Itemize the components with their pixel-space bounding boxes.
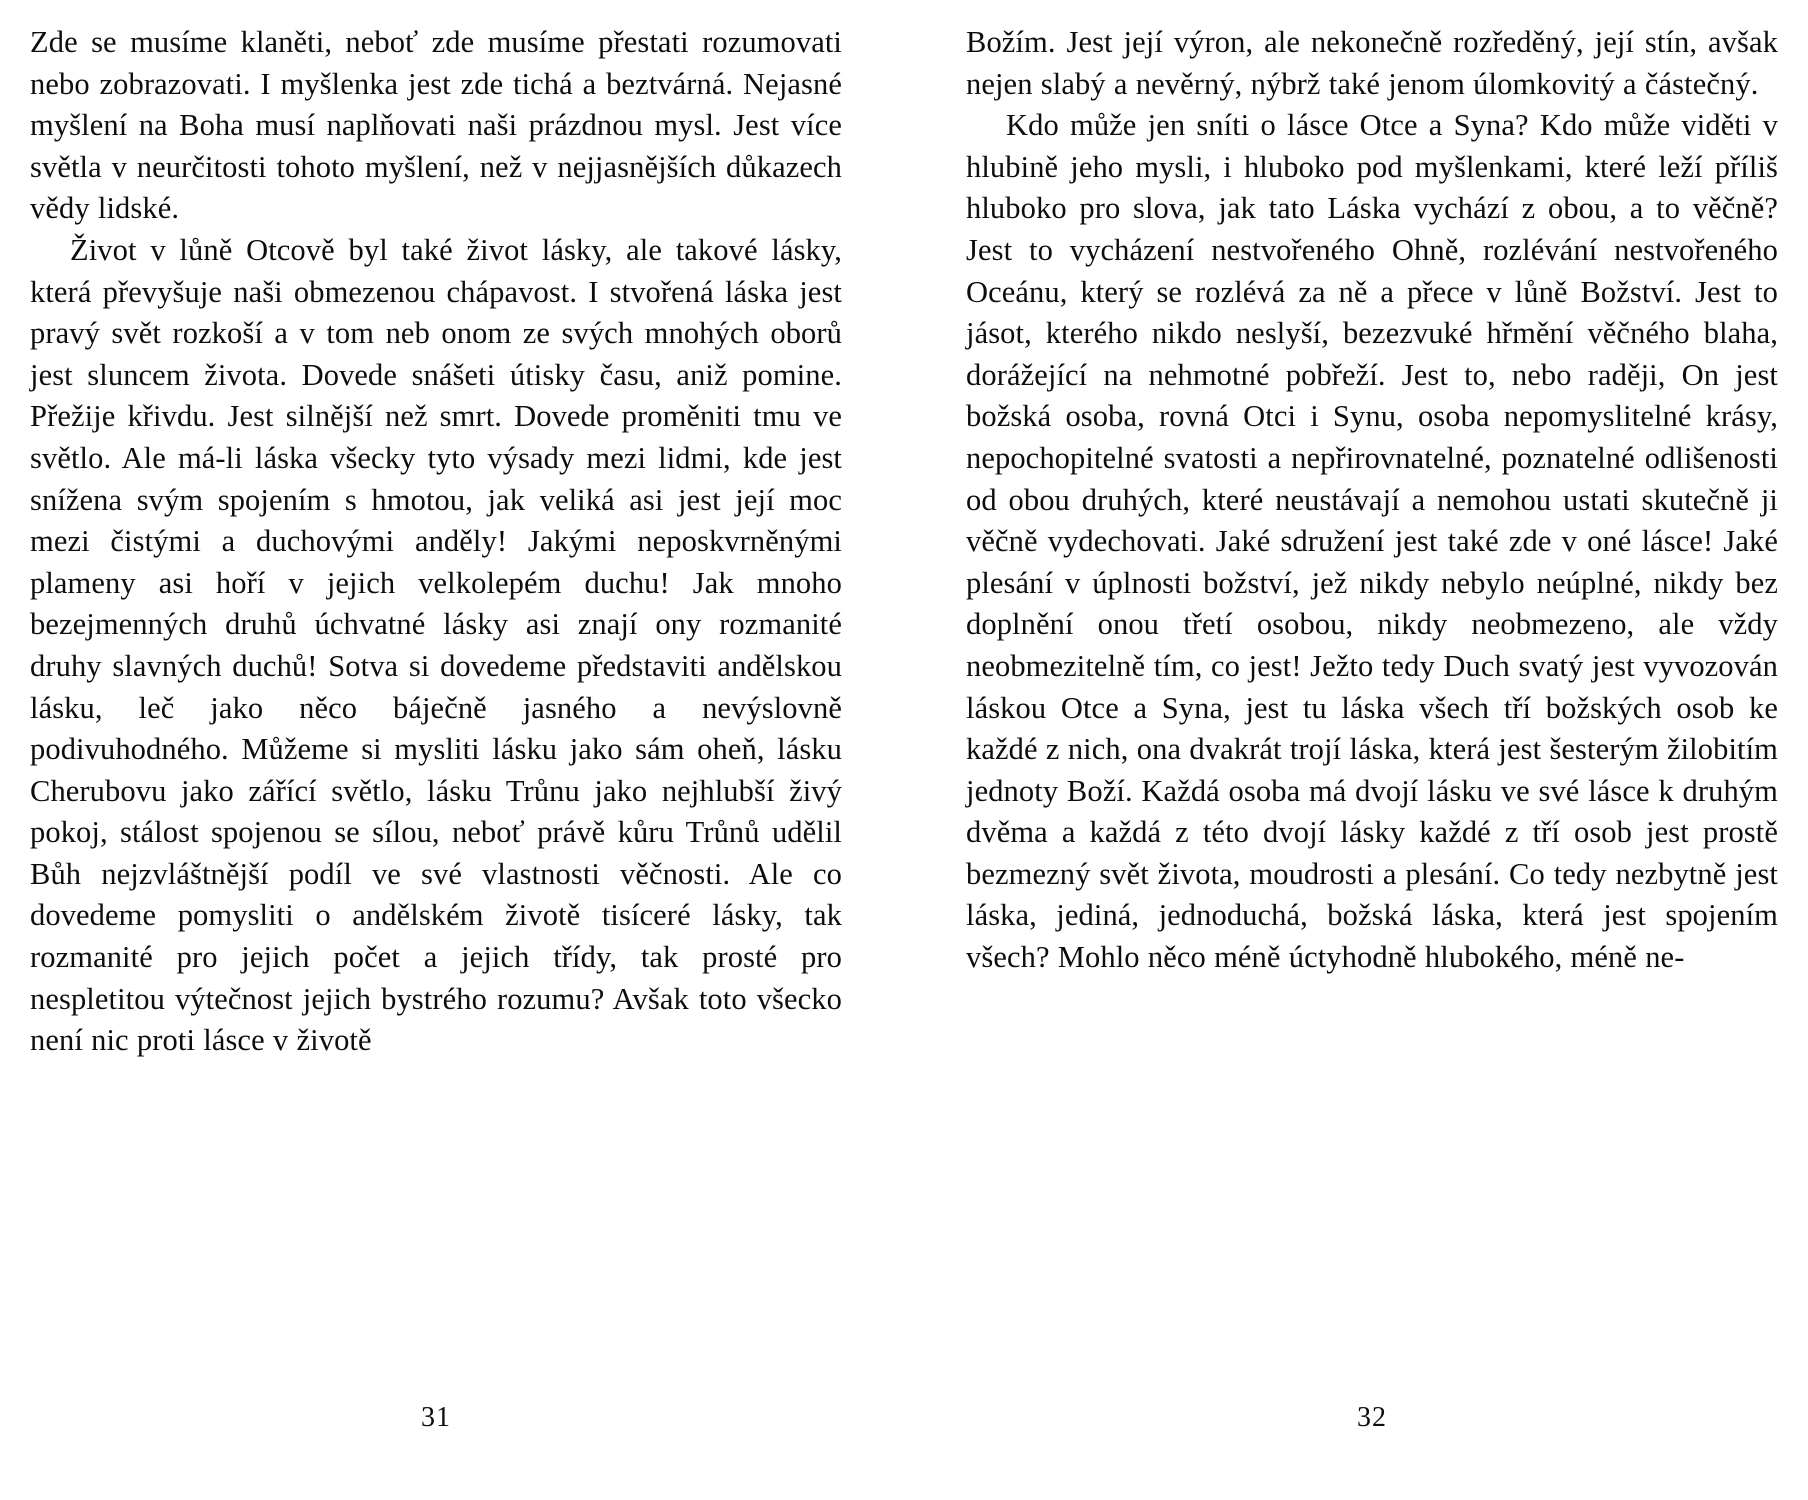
page-left xyxy=(30,22,904,1500)
page-left-textblock xyxy=(30,22,842,1062)
page-right xyxy=(904,22,1778,1500)
page-number-right: 32 xyxy=(1357,1402,1387,1433)
page-number-left: 31 xyxy=(421,1402,451,1433)
paragraph: Božím. Jest její výron, ale nekonečně rozředěný, její stín, avšak nejen slabý a nevěrný, nýbrž také jenom úlomkovitý a částečný. xyxy=(966,25,1778,101)
paragraph: Život v lůně Otcově byl také život lásky, ale takové lásky, která převyšuje naši obmezenou chápavost. I stvořená láska jest pravý svět rozkoší a v tom neb onom ze svých mnohých oborů jest sluncem života. Dovede snášeti útisky času, aniž pomine. Přežije křivdu. Jest silnější než smrt. Dovede proměniti tmu ve světlo. Ale má-li láska všecky tyto výsady mezi lidmi, kde jest snížena svým spojením s hmotou, jak veliká asi jest její moc mezi čistými a duchovými anděly! Jakými neposkvrněnými plameny asi hoří v jejich velkolepém duchu! Jak mnoho bezejmenných druhů úchvatné lásky asi znají ony rozmanité druhy slavných duchů! Sotva si dovedeme představiti andělskou lásku, leč jako něco báječně jasného a nevýslovně podivuhodného. Můžeme si mysliti lásku jako sám oheň, lásku Cherubovu jako zářící světlo, lásku Trůnu jako nejhlubší živý pokoj, stálost spojenou se sílou, neboť právě kůru Trůnů udělil Bůh nejzvláštnější podíl ve své vlastnosti věčnosti. Ale co dovedeme pomysliti o andělském životě tisíceré lásky, tak rozmanité pro jejich počet a jejich třídy, tak prosté pro nespletitou výtečnost jejich bystrého rozumu? Avšak toto všecko není nic proti lásce v životě xyxy=(30,232,842,1058)
paragraph: Kdo může jen sníti o lásce Otce a Syna? Kdo může viděti v hlubině jeho mysli, i hluboko pod myšlenkami, které leží příliš hluboko pro slova, jak tato Láska vychází z obou, a to věčně? Jest to vycházení nestvořeného Ohně, rozlévání nestvořeného Oceánu, který se rozlévá za ně a přece v lůně Božství. Jest to jásot, kterého nikdo neslyší, bezezvuké hřmění věčného blaha, dorážející na nehmotné pobřeží. Jest to, nebo raději, On jest božská osoba, rovná Otci i Synu, osoba nepomyslitelné krásy, nepochopitelné svatosti a nepřirovnatelné, poznatelné odlišenosti od obou druhých, které neustávají a nemohou ustati skutečně ji věčně vydechovati. Jaké sdružení jest také zde v oné lásce! Jaké plesání v úplnosti božství, jež nikdy nebylo neúplné, nikdy bez doplnění onou třetí osobou, nikdy neobmezeno, ale vždy neobmezitelně tím, co jest! Ježto tedy Duch svatý jest vyvozován láskou Otce a Syna, jest tu láska všech tří božských osob ke každé z nich, ona dvakrát trojí láska, která jest šesterým žilobitím jednoty Boží. Každá osoba má dvojí lásku ve své lásce k druhým dvěma a každá z této dvojí lásky každé z tří osob jest prostě bezmezný svět života, moudrosti a plesání. Co tedy nezbytně jest láska, jediná, jednoduchá, božská láska, která jest spojením všech? Mohlo něco méně úctyhodně hlubokého, méně ne- xyxy=(966,108,1778,975)
page-right-textblock xyxy=(966,22,1778,979)
paragraph: Zde se musíme klaněti, neboť zde musíme přestati rozumovati nebo zobrazovati. I myšlenka jest zde tichá a beztvárná. Nejasné myšlení na Boha musí naplňovati naši prázdnou mysl. Jest více světla v neurčitosti tohoto myšlení, než v nejjasnějších důkazech vědy lidské. xyxy=(30,25,842,226)
